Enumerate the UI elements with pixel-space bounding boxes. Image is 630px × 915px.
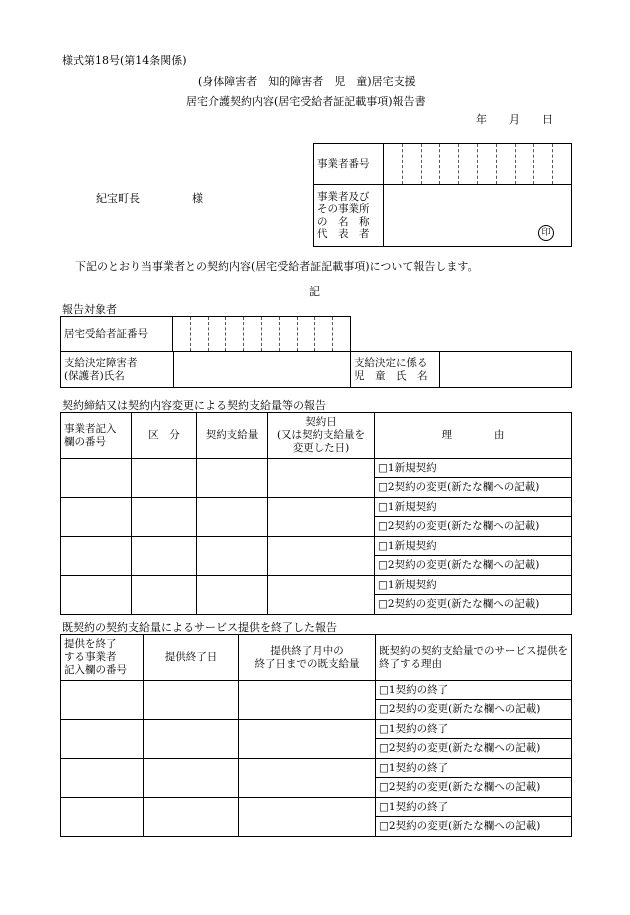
s2-col-number-2: する事業者 — [64, 651, 117, 663]
s1-option-new[interactable]: □1新規契約 — [375, 537, 572, 556]
s1-col-amount: 契約支給量 — [197, 413, 268, 459]
s1-cell[interactable] — [268, 459, 375, 498]
s1-option-new[interactable]: □1新規契約 — [375, 498, 572, 517]
business-table — [313, 143, 572, 247]
names-table — [60, 351, 572, 388]
s2-option-end[interactable]: □1契約の終了 — [376, 798, 572, 817]
s2-col-amount — [239, 635, 376, 681]
disabled-label-1: 支給決定障害者 — [64, 356, 138, 369]
business-number-field[interactable] — [384, 144, 572, 185]
s1-option-new[interactable]: □1新規契約 — [375, 459, 572, 478]
s1-cell[interactable] — [132, 459, 197, 498]
s2-option-change[interactable]: □2契約の変更(新たな欄への記載) — [376, 778, 572, 798]
title-line-2: 居宅介護契約内容(居宅受給者証記載事項)報告書 — [186, 95, 426, 108]
table-row — [61, 459, 572, 478]
section1-table — [60, 412, 572, 615]
section1-heading: 契約締結又は契約内容変更による契約支給量等の報告 — [62, 399, 326, 412]
table-row — [61, 759, 572, 778]
table-row — [61, 798, 572, 817]
s2-cell[interactable] — [239, 720, 376, 759]
s2-col-amount-2: 終了日までの既支給量 — [254, 657, 360, 670]
s2-col-number-1: 提供を終了 — [64, 638, 117, 650]
section2-heading: 既契約の契約支給量によるサービス提供を終了した報告 — [62, 621, 337, 634]
s2-col-number-3: 記入欄の番号 — [64, 664, 127, 676]
s1-col-number — [61, 413, 132, 459]
s2-cell[interactable] — [61, 759, 144, 798]
s2-cell[interactable] — [144, 681, 239, 720]
business-name-field[interactable] — [384, 185, 572, 247]
s1-col-date-2: (又は契約支給量を — [276, 429, 366, 441]
s2-cell[interactable] — [61, 720, 144, 759]
s1-option-new[interactable]: □1新規契約 — [375, 576, 572, 595]
cert-table — [60, 316, 351, 352]
s1-cell[interactable] — [268, 537, 375, 576]
s2-option-change[interactable]: □2契約の変更(新たな欄への記載) — [376, 700, 572, 720]
s2-cell[interactable] — [239, 759, 376, 798]
table-row — [61, 498, 572, 517]
s1-col-reason: 理 由 — [375, 413, 572, 459]
ki-mark: 記 — [309, 285, 320, 298]
addressee-suffix: 様 — [192, 192, 203, 205]
business-name-label-4: 代 表 者 — [317, 228, 370, 240]
table-row — [61, 537, 572, 556]
s1-col-number-2: 欄の番号 — [64, 435, 106, 448]
s1-col-date-1: 契約日 — [305, 416, 337, 428]
s2-col-reason — [376, 635, 572, 681]
disabled-name-field[interactable] — [174, 352, 351, 388]
table-row — [61, 720, 572, 739]
child-label-2: 児 童 氏 名 — [354, 369, 428, 382]
s2-option-change[interactable]: □2契約の変更(新たな欄への記載) — [376, 817, 572, 837]
s1-cell[interactable] — [132, 576, 197, 615]
s2-col-number — [61, 635, 144, 681]
s2-option-end[interactable]: □1契約の終了 — [376, 681, 572, 700]
s1-option-change[interactable]: □2契約の変更(新たな欄への記載) — [375, 595, 572, 615]
child-label — [351, 352, 440, 388]
section2-table — [60, 634, 572, 837]
disabled-label-2: (保護者)氏名 — [64, 369, 125, 382]
business-name-label-3: の 名 称 — [317, 215, 370, 228]
s1-cell[interactable] — [61, 576, 132, 615]
s1-cell[interactable] — [197, 459, 268, 498]
s1-cell[interactable] — [197, 576, 268, 615]
business-name-label — [314, 185, 384, 247]
s1-option-change[interactable]: □2契約の変更(新たな欄への記載) — [375, 517, 572, 537]
s1-cell[interactable] — [132, 498, 197, 537]
business-number-label: 事業者番号 — [314, 144, 384, 185]
seal-mark-icon: 印 — [538, 225, 554, 241]
table-row — [61, 681, 572, 700]
form-number: 様式第18号(第14条関係) — [62, 54, 187, 67]
s1-col-number-1: 事業者記入 — [64, 422, 117, 435]
s1-cell[interactable] — [197, 498, 268, 537]
child-name-field[interactable] — [440, 352, 572, 388]
child-label-1: 支給決定に係る — [354, 356, 428, 369]
s2-option-change[interactable]: □2契約の変更(新たな欄への記載) — [376, 739, 572, 759]
s2-option-end[interactable]: □1契約の終了 — [376, 759, 572, 778]
s1-cell[interactable] — [268, 498, 375, 537]
addressee: 紀宝町長 — [96, 192, 140, 205]
target-heading: 報告対象者 — [62, 303, 117, 316]
date-line: 年 月 日 — [476, 113, 553, 126]
s1-cell[interactable] — [61, 459, 132, 498]
s2-col-amount-1: 提供終了月中の — [270, 644, 344, 657]
s2-cell[interactable] — [61, 681, 144, 720]
cert-label: 居宅受給者証番号 — [61, 317, 173, 352]
s2-cell[interactable] — [239, 798, 376, 837]
table-row — [61, 576, 572, 595]
business-name-label-2: その事業所 — [317, 203, 370, 215]
s1-cell[interactable] — [197, 537, 268, 576]
intro-text: 下記のとおり当事業者との契約内容(居宅受給者証記載事項)について報告します。 — [75, 260, 479, 273]
cert-number-field[interactable] — [173, 317, 351, 352]
s1-col-category: 区 分 — [132, 413, 197, 459]
title-line-1: (身体障害者 知的障害者 児 童)居宅支援 — [198, 75, 416, 88]
s2-col-reason-2: 終了する理由 — [379, 657, 442, 670]
s1-option-change[interactable]: □2契約の変更(新たな欄への記載) — [375, 478, 572, 498]
business-name-label-1: 事業者及び — [317, 190, 370, 203]
s2-col-reason-1: 既契約の契約支給量でのサービス提供を — [379, 644, 568, 657]
s2-cell[interactable] — [144, 759, 239, 798]
s1-cell[interactable] — [132, 537, 197, 576]
s2-cell[interactable] — [61, 798, 144, 837]
s1-cell[interactable] — [61, 537, 132, 576]
s2-cell[interactable] — [144, 720, 239, 759]
s1-cell[interactable] — [61, 498, 132, 537]
disabled-label — [61, 352, 174, 388]
s2-cell[interactable] — [144, 798, 239, 837]
s2-col-end-date: 提供終了日 — [144, 635, 239, 681]
s2-cell[interactable] — [239, 681, 376, 720]
s1-col-date-3: 変更した日) — [292, 442, 350, 454]
s1-option-change[interactable]: □2契約の変更(新たな欄への記載) — [375, 556, 572, 576]
s2-option-end[interactable]: □1契約の終了 — [376, 720, 572, 739]
s1-cell[interactable] — [268, 576, 375, 615]
s1-col-date — [268, 413, 375, 459]
